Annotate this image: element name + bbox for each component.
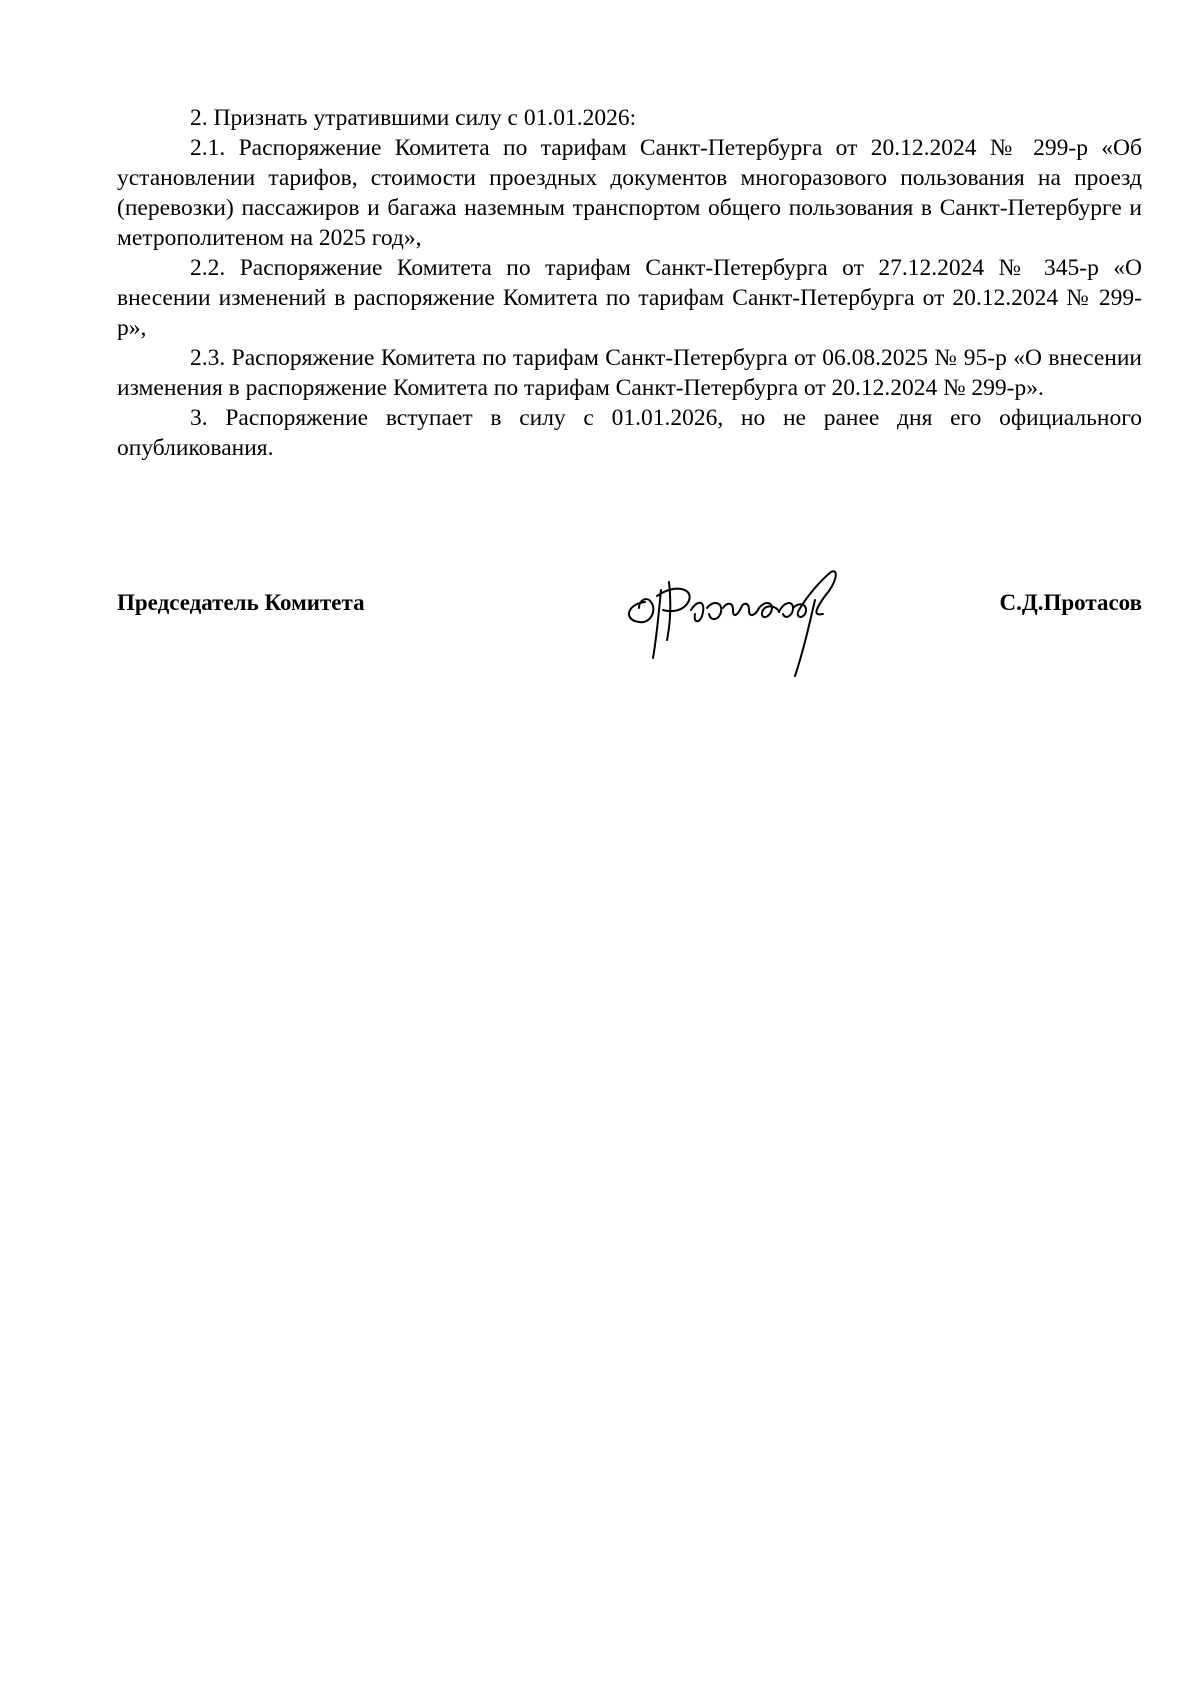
handwritten-signature	[617, 560, 877, 690]
paragraph-2: 2. Признать утратившими силу с 01.01.2026:	[190, 105, 637, 131]
signer-name: С.Д.Протасов	[999, 590, 1142, 615]
signature-block	[117, 570, 1142, 690]
paragraph-2-3: 2.3. Распоряжение Комитета по тарифам Санкт-Петербурга от 06.08.2025 № 95-р «О внесении изменения в распоряжение Комитета по тарифам Санкт-Петербурга от 20.12.2024 № 299-р».	[117, 345, 1142, 401]
paragraph-2-2: 2.2. Распоряжение Комитета по тарифам Санкт-Петербурга от 27.12.2024 № 345-р «О внесении изменений в распоряжение Комитета по тарифам Санкт-Петербурга от 20.12.2024 № 299-р»,	[117, 255, 1142, 341]
document-body	[117, 103, 1142, 463]
paragraph-2-1: 2.1. Распоряжение Комитета по тарифам Санкт-Петербурга от 20.12.2024 № 299-р «Об установлении тарифов, стоимости проездных документов многоразового пользования на проезд (перевозки) пассажиров и багажа наземным транспортом общего пользования в Санкт-Петербурге и метрополитеном на 2025 год»,	[117, 135, 1142, 251]
paragraph-3: 3. Распоряжение вступает в силу с 01.01.2026, но не ранее дня его официального опубликования.	[117, 405, 1142, 461]
signer-title: Председатель Комитета	[117, 590, 365, 615]
